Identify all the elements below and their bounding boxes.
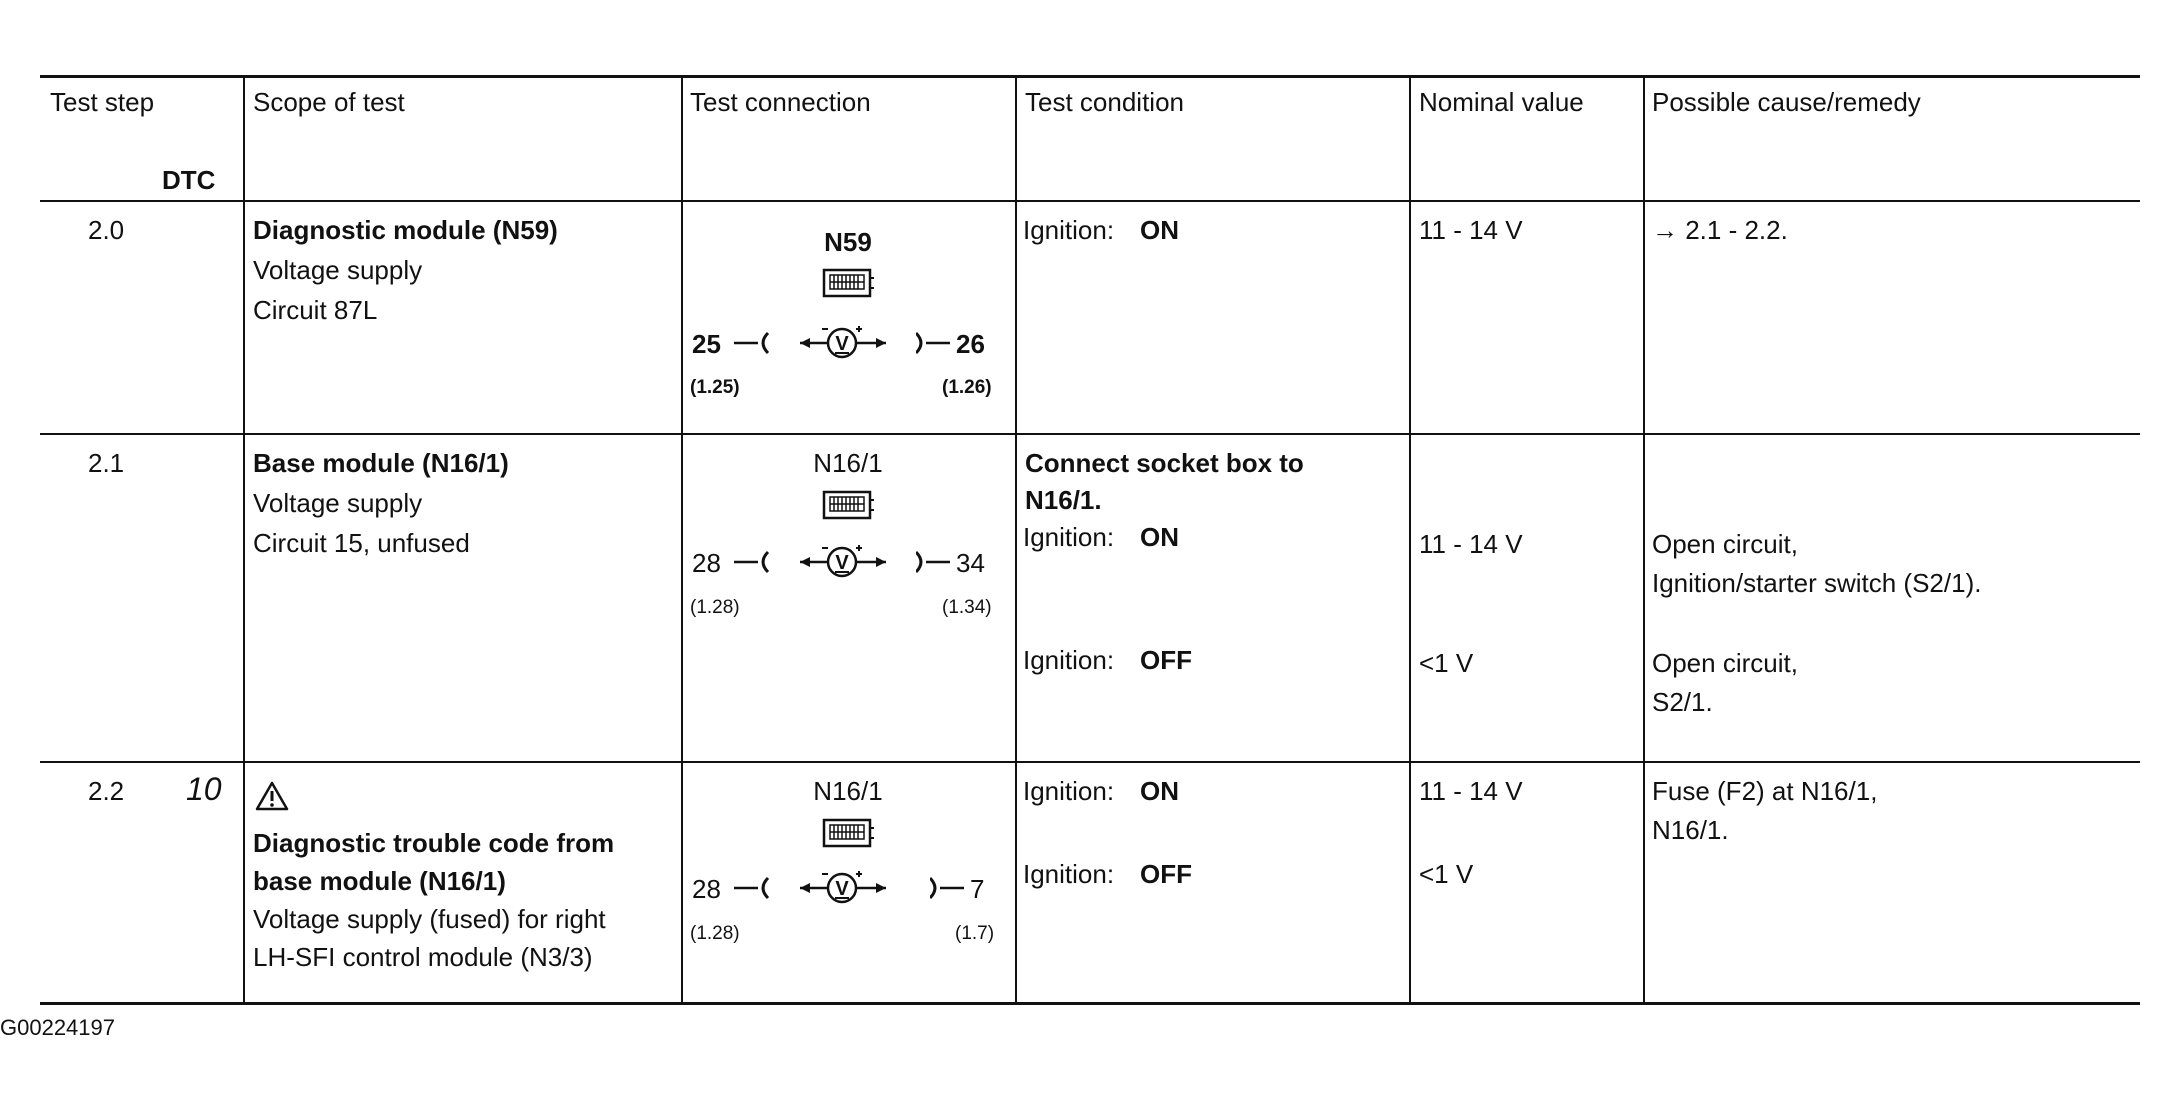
condition-instruction: N16/1. [1025,485,1102,515]
col-divider-2 [681,76,683,1004]
pin-left: 25 [692,329,721,359]
condition-instruction: Connect socket box to [1025,448,1304,478]
scope-title: base module (N16/1) [253,866,506,896]
voltmeter-icon [800,323,890,363]
scope-line: Circuit 87L [253,295,378,325]
pin-left: 28 [692,548,721,578]
nominal-value: 11 - 14 V [1419,529,1523,559]
module-label: N16/1 [813,776,883,806]
scope-title: Diagnostic trouble code from [253,828,615,858]
socket-right-icon [916,542,952,582]
nominal-value: 11 - 14 V [1419,776,1523,806]
ref-left: (1.28) [690,597,740,618]
row-step: 2.0 [88,215,125,245]
remedy-text: N16/1. [1652,815,1729,845]
header-nominal: Nominal value [1419,87,1584,117]
condition-value: ON [1140,522,1179,552]
col-divider-4 [1409,76,1411,1004]
module-label: N16/1 [813,448,883,478]
socket-left-icon [734,868,770,908]
nominal-value: <1 V [1419,859,1474,889]
scope-title: Base module (N16/1) [253,448,509,478]
remedy-text: Open circuit, [1652,529,1798,559]
pin-right: 26 [956,329,985,359]
table-bottom-border [40,1002,2140,1005]
remedy-text: Fuse (F2) at N16/1, [1652,776,1878,806]
header-connection: Test connection [690,87,871,117]
header-dtc: DTC [162,165,216,195]
ref-left: (1.25) [690,377,740,398]
col-divider-5 [1643,76,1645,1004]
header-condition: Test condition [1025,87,1184,117]
col-divider-3 [1015,76,1017,1004]
condition-label: Ignition: [1023,215,1115,245]
socket-left-icon [734,323,770,363]
nominal-value: 11 - 14 V [1419,215,1523,245]
nominal-value: <1 V [1419,648,1474,678]
condition-label: Ignition: [1023,776,1115,806]
scope-line: Circuit 15, unfused [253,528,470,558]
condition-value: OFF [1140,859,1192,889]
remedy-text: S2/1. [1652,687,1713,717]
condition-value: ON [1140,215,1179,245]
scope-title: Diagnostic module (N59) [253,215,558,245]
scope-line: Voltage supply [253,488,423,518]
row-divider-2 [40,761,2140,763]
scope-line: Voltage supply (fused) for right [253,904,606,934]
remedy-text: Open circuit, [1652,648,1798,678]
voltmeter-icon [800,868,890,908]
voltmeter-icon [800,542,890,582]
condition-label: Ignition: [1023,859,1115,889]
row-step: 2.1 [88,448,125,478]
module-label: N59 [824,227,872,257]
table-top-border [40,75,2140,78]
condition-value: OFF [1140,645,1192,675]
connector-icon [822,818,876,848]
row-divider-1 [40,433,2140,435]
condition-label: Ignition: [1023,522,1115,552]
ref-right: (1.34) [942,597,992,618]
remedy-text: → 2.1 - 2.2. [1652,215,1788,245]
header-scope: Scope of test [253,87,405,117]
row-dtc: 10 [186,771,222,807]
pin-left: 28 [692,874,721,904]
header-bottom-border [40,200,2140,202]
col-divider-1 [243,76,245,1004]
scope-line: LH-SFI control module (N3/3) [253,942,593,972]
connector-icon [822,490,876,520]
socket-right-icon [930,868,966,908]
pin-right: 34 [956,548,985,578]
remedy-text: Ignition/starter switch (S2/1). [1652,568,1982,598]
condition-value: ON [1140,776,1179,806]
ref-left: (1.28) [690,923,740,944]
header-remedy: Possible cause/remedy [1652,87,1921,117]
socket-left-icon [734,542,770,582]
figure-id: G00224197 [0,1015,115,1040]
ref-right: (1.26) [942,377,992,398]
condition-label: Ignition: [1023,645,1115,675]
row-step: 2.2 [88,776,125,806]
connector-icon [822,268,876,298]
socket-right-icon [916,323,952,363]
header-test-step: Test step [50,87,155,117]
warning-icon [255,781,289,811]
pin-right: 7 [970,874,985,904]
ref-right: (1.7) [955,923,995,944]
scope-line: Voltage supply [253,255,423,285]
